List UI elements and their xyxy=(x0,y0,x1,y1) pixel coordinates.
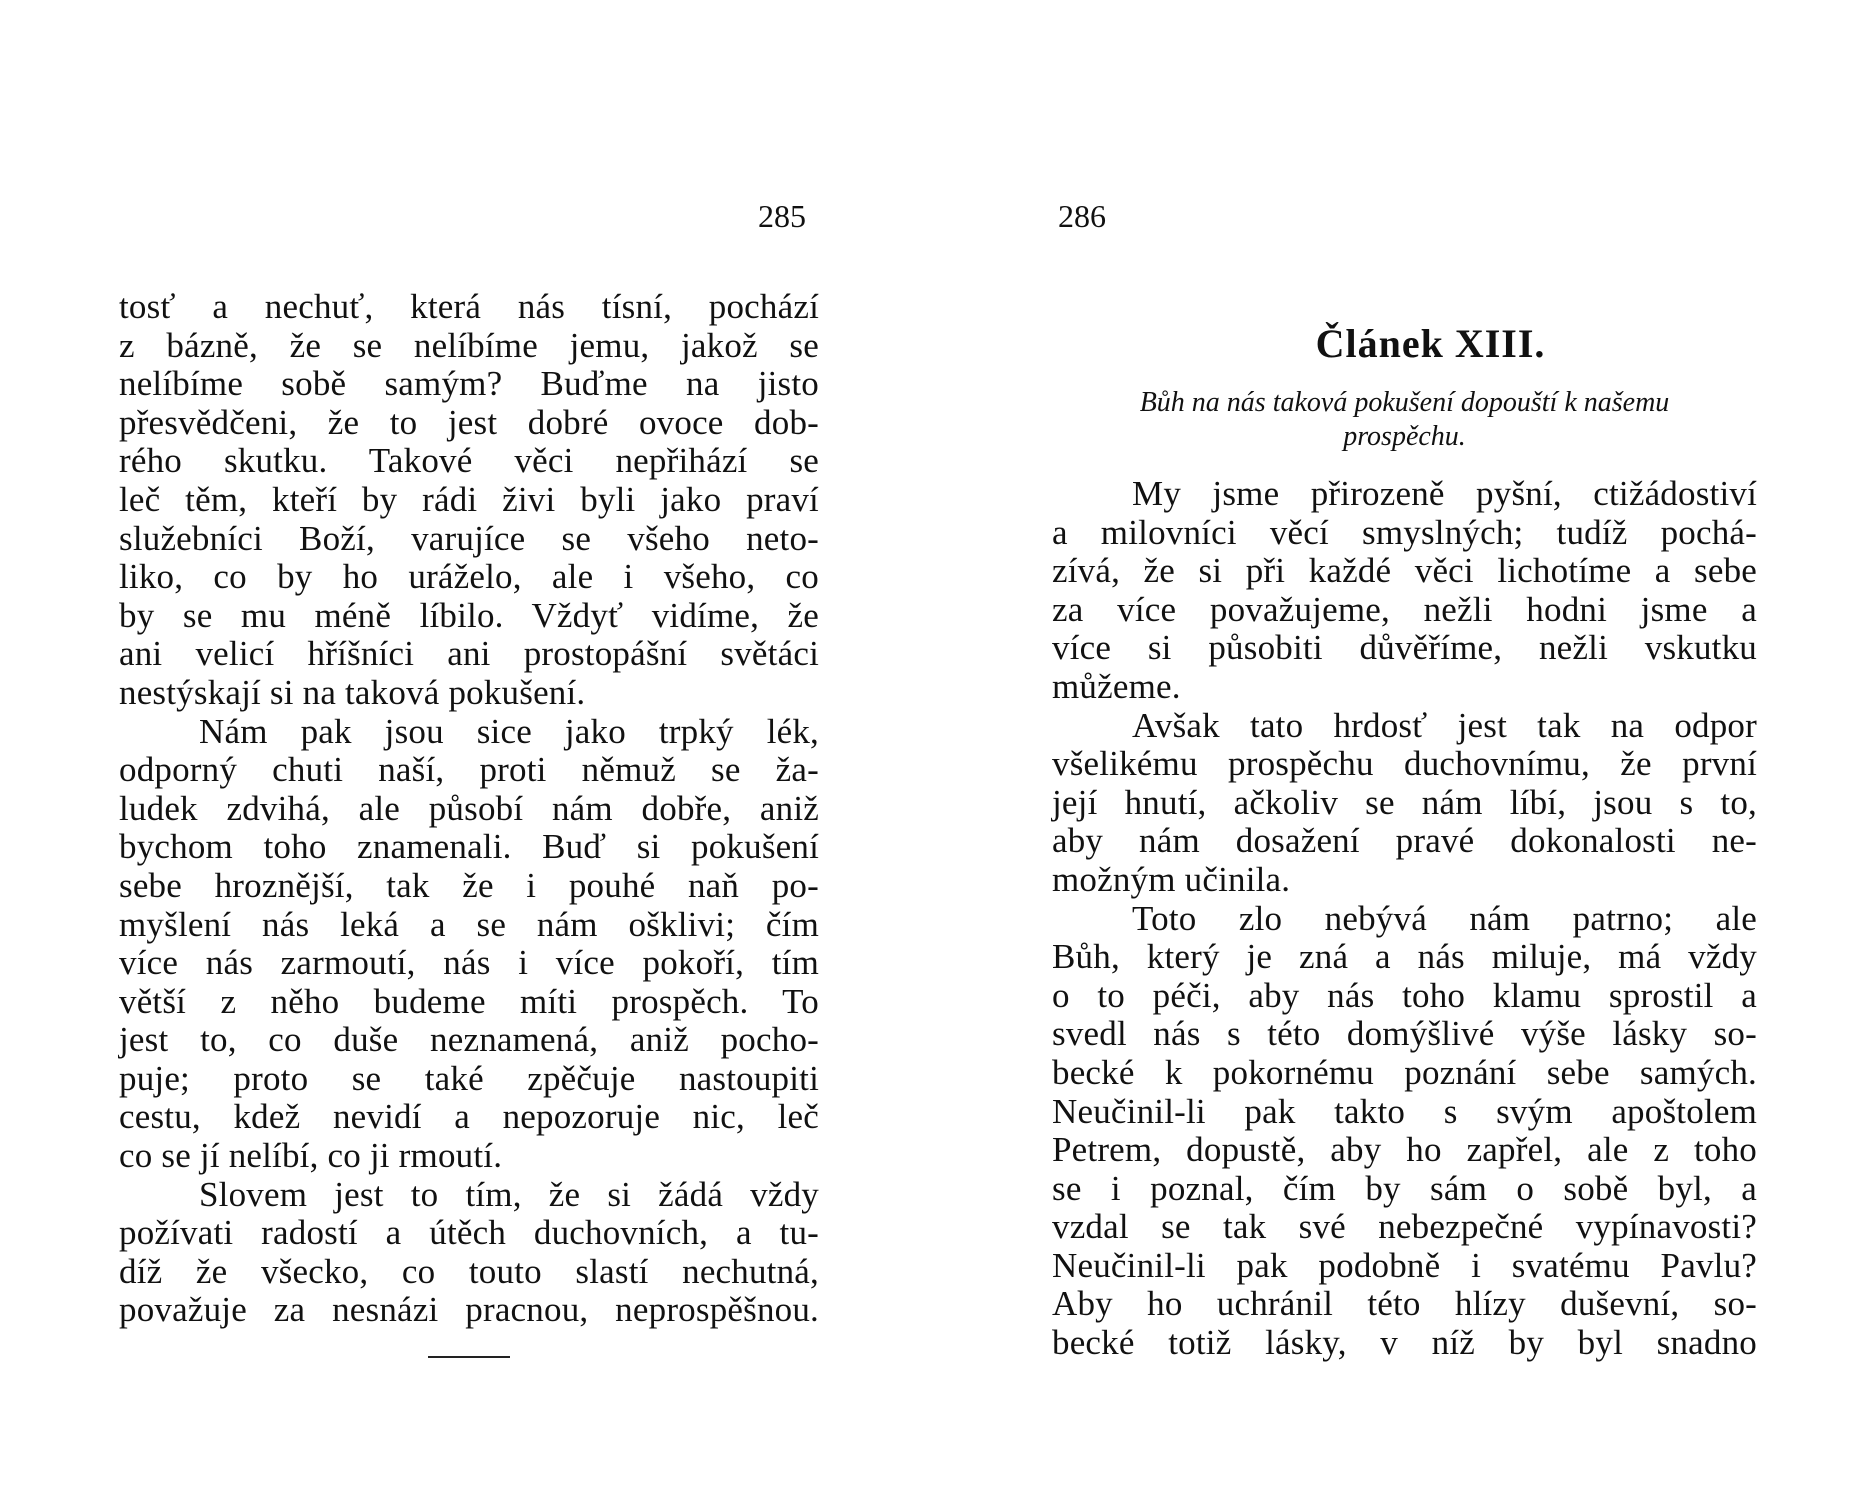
text-line: přesvědčeni, že to jest dobré ovoce dob- xyxy=(119,402,819,442)
chapter-title: Článek XIII. xyxy=(1315,321,1546,366)
text-line: o to péči, aby nás toho klamu sprostil a xyxy=(1052,975,1757,1015)
text-line: a milovníci věcí smyslných; tudíž pochá- xyxy=(1052,512,1757,552)
chapter-subtitle xyxy=(1052,386,1757,454)
text-line: bychom toho znamenali. Buď si pokušení xyxy=(119,827,819,867)
text-line: liko, co by ho uráželo, ale i všeho, co xyxy=(119,557,819,597)
text-line: cestu, kdež nevidí a nepozoruje nic, leč xyxy=(119,1097,819,1137)
text-line: svedl nás s této domýšlivé výše lásky so- xyxy=(1052,1014,1757,1054)
paragraph-first-line: Toto zlo nebývá nám patrno; ale xyxy=(1132,898,1757,938)
text-line: sebe hroznější, tak že i pouhé naň po- xyxy=(119,865,819,905)
text-line: z bázně, že se nelíbíme jemu, jakož se xyxy=(119,325,819,365)
text-line: becké totiž lásky, v níž by byl snadno xyxy=(1052,1323,1757,1363)
chapter-subtitle-line: Bůh na nás taková pokušení dopouští k našemu xyxy=(1139,387,1670,418)
right-page-body xyxy=(1052,475,1757,1363)
text-line: považuje za nesnázi pracnou, neprospěšnou. xyxy=(119,1290,819,1330)
text-line: její hnutí, ačkoliv se nám líbí, jsou s to, xyxy=(1052,782,1757,822)
text-line: myšlení nás leká a se nám ošklivi; čím xyxy=(119,904,819,944)
paragraph-first-line: Slovem jest to tím, že si žádá vždy xyxy=(199,1174,819,1214)
text-line: se i poznal, čím by sám o sobě byl, a xyxy=(1052,1168,1757,1208)
text-line: ani velicí hříšníci ani prostopášní světáci xyxy=(119,634,819,674)
text-line: větší z něho budeme míti prospěch. To xyxy=(119,981,819,1021)
text-line: ludek zdvihá, ale působí nám dobře, aniž xyxy=(119,788,819,828)
text-line: Neučinil-li pak takto s svým apoštolem xyxy=(1052,1091,1757,1131)
text-line: nestýskají si na taková pokušení. xyxy=(119,672,586,712)
paragraph-first-line: My jsme přirozeně pyšní, ctižádostiví xyxy=(1132,474,1757,513)
right-page xyxy=(927,0,1854,1500)
text-line: jest to, co duše neznamená, aniž pocho- xyxy=(119,1020,819,1060)
text-line: Petrem, dopustě, aby ho zapřel, ale z toho xyxy=(1052,1130,1757,1170)
text-line: co se jí nelíbí, co ji rmoutí. xyxy=(119,1136,503,1176)
chapter-subtitle-line: prospěchu. xyxy=(1343,421,1466,452)
text-line: vzdal se tak své nebezpečné vypínavosti? xyxy=(1052,1207,1757,1247)
text-line: leč těm, kteří by rádi živi byli jako praví xyxy=(119,479,819,519)
text-line: požívati radostí a útěch duchovních, a tu- xyxy=(119,1213,819,1253)
text-line: služebníci Boží, varujíce se všeho neto- xyxy=(119,518,819,558)
section-end-rule xyxy=(428,1356,510,1358)
text-line: Bůh, který je zná a nás miluje, má vždy xyxy=(1052,937,1757,977)
page-number-left: 285 xyxy=(758,198,806,234)
text-line: zívá, že si při každé věci lichotíme a sebe xyxy=(1052,551,1757,591)
page-number-right: 286 xyxy=(1058,198,1106,234)
text-line: rého skutku. Takové věci nepřihází se xyxy=(119,441,819,481)
text-line: odporný chuti naší, proti němuž se ža- xyxy=(119,750,819,790)
text-line: za více považujeme, nežli hodni jsme a xyxy=(1052,589,1757,629)
text-line: aby nám dosažení pravé dokonalosti ne- xyxy=(1052,821,1757,861)
text-line: možným učinila. xyxy=(1052,859,1291,899)
text-line: můžeme. xyxy=(1052,666,1181,706)
paragraph-first-line: Avšak tato hrdosť jest tak na odpor xyxy=(1132,705,1757,745)
text-line: Neučinil-li pak podobně i svatému Pavlu? xyxy=(1052,1245,1757,1285)
text-line: více si působiti důvěříme, nežli vskutku xyxy=(1052,628,1757,668)
text-line: puje; proto se také zpěčuje nastoupiti xyxy=(119,1058,819,1098)
text-line: tosť a nechuť, která nás tísní, pochází xyxy=(119,287,819,326)
text-line: by se mu méně líbilo. Vždyť vidíme, že xyxy=(119,595,819,635)
text-line: becké k pokornému poznání sebe samých. xyxy=(1052,1052,1757,1092)
left-page-body xyxy=(119,288,819,1330)
paragraph-first-line: Nám pak jsou sice jako trpký lék, xyxy=(199,711,819,751)
text-line: Aby ho uchránil této hlízy duševní, so- xyxy=(1052,1284,1757,1324)
text-line: nelíbíme sobě samým? Buďme na jisto xyxy=(119,364,819,404)
text-line: díž že všecko, co touto slastí nechutná, xyxy=(119,1251,819,1291)
text-line: všelikému prospěchu duchovnímu, že první xyxy=(1052,744,1757,784)
text-line: více nás zarmoutí, nás i více pokoří, tím xyxy=(119,943,819,983)
